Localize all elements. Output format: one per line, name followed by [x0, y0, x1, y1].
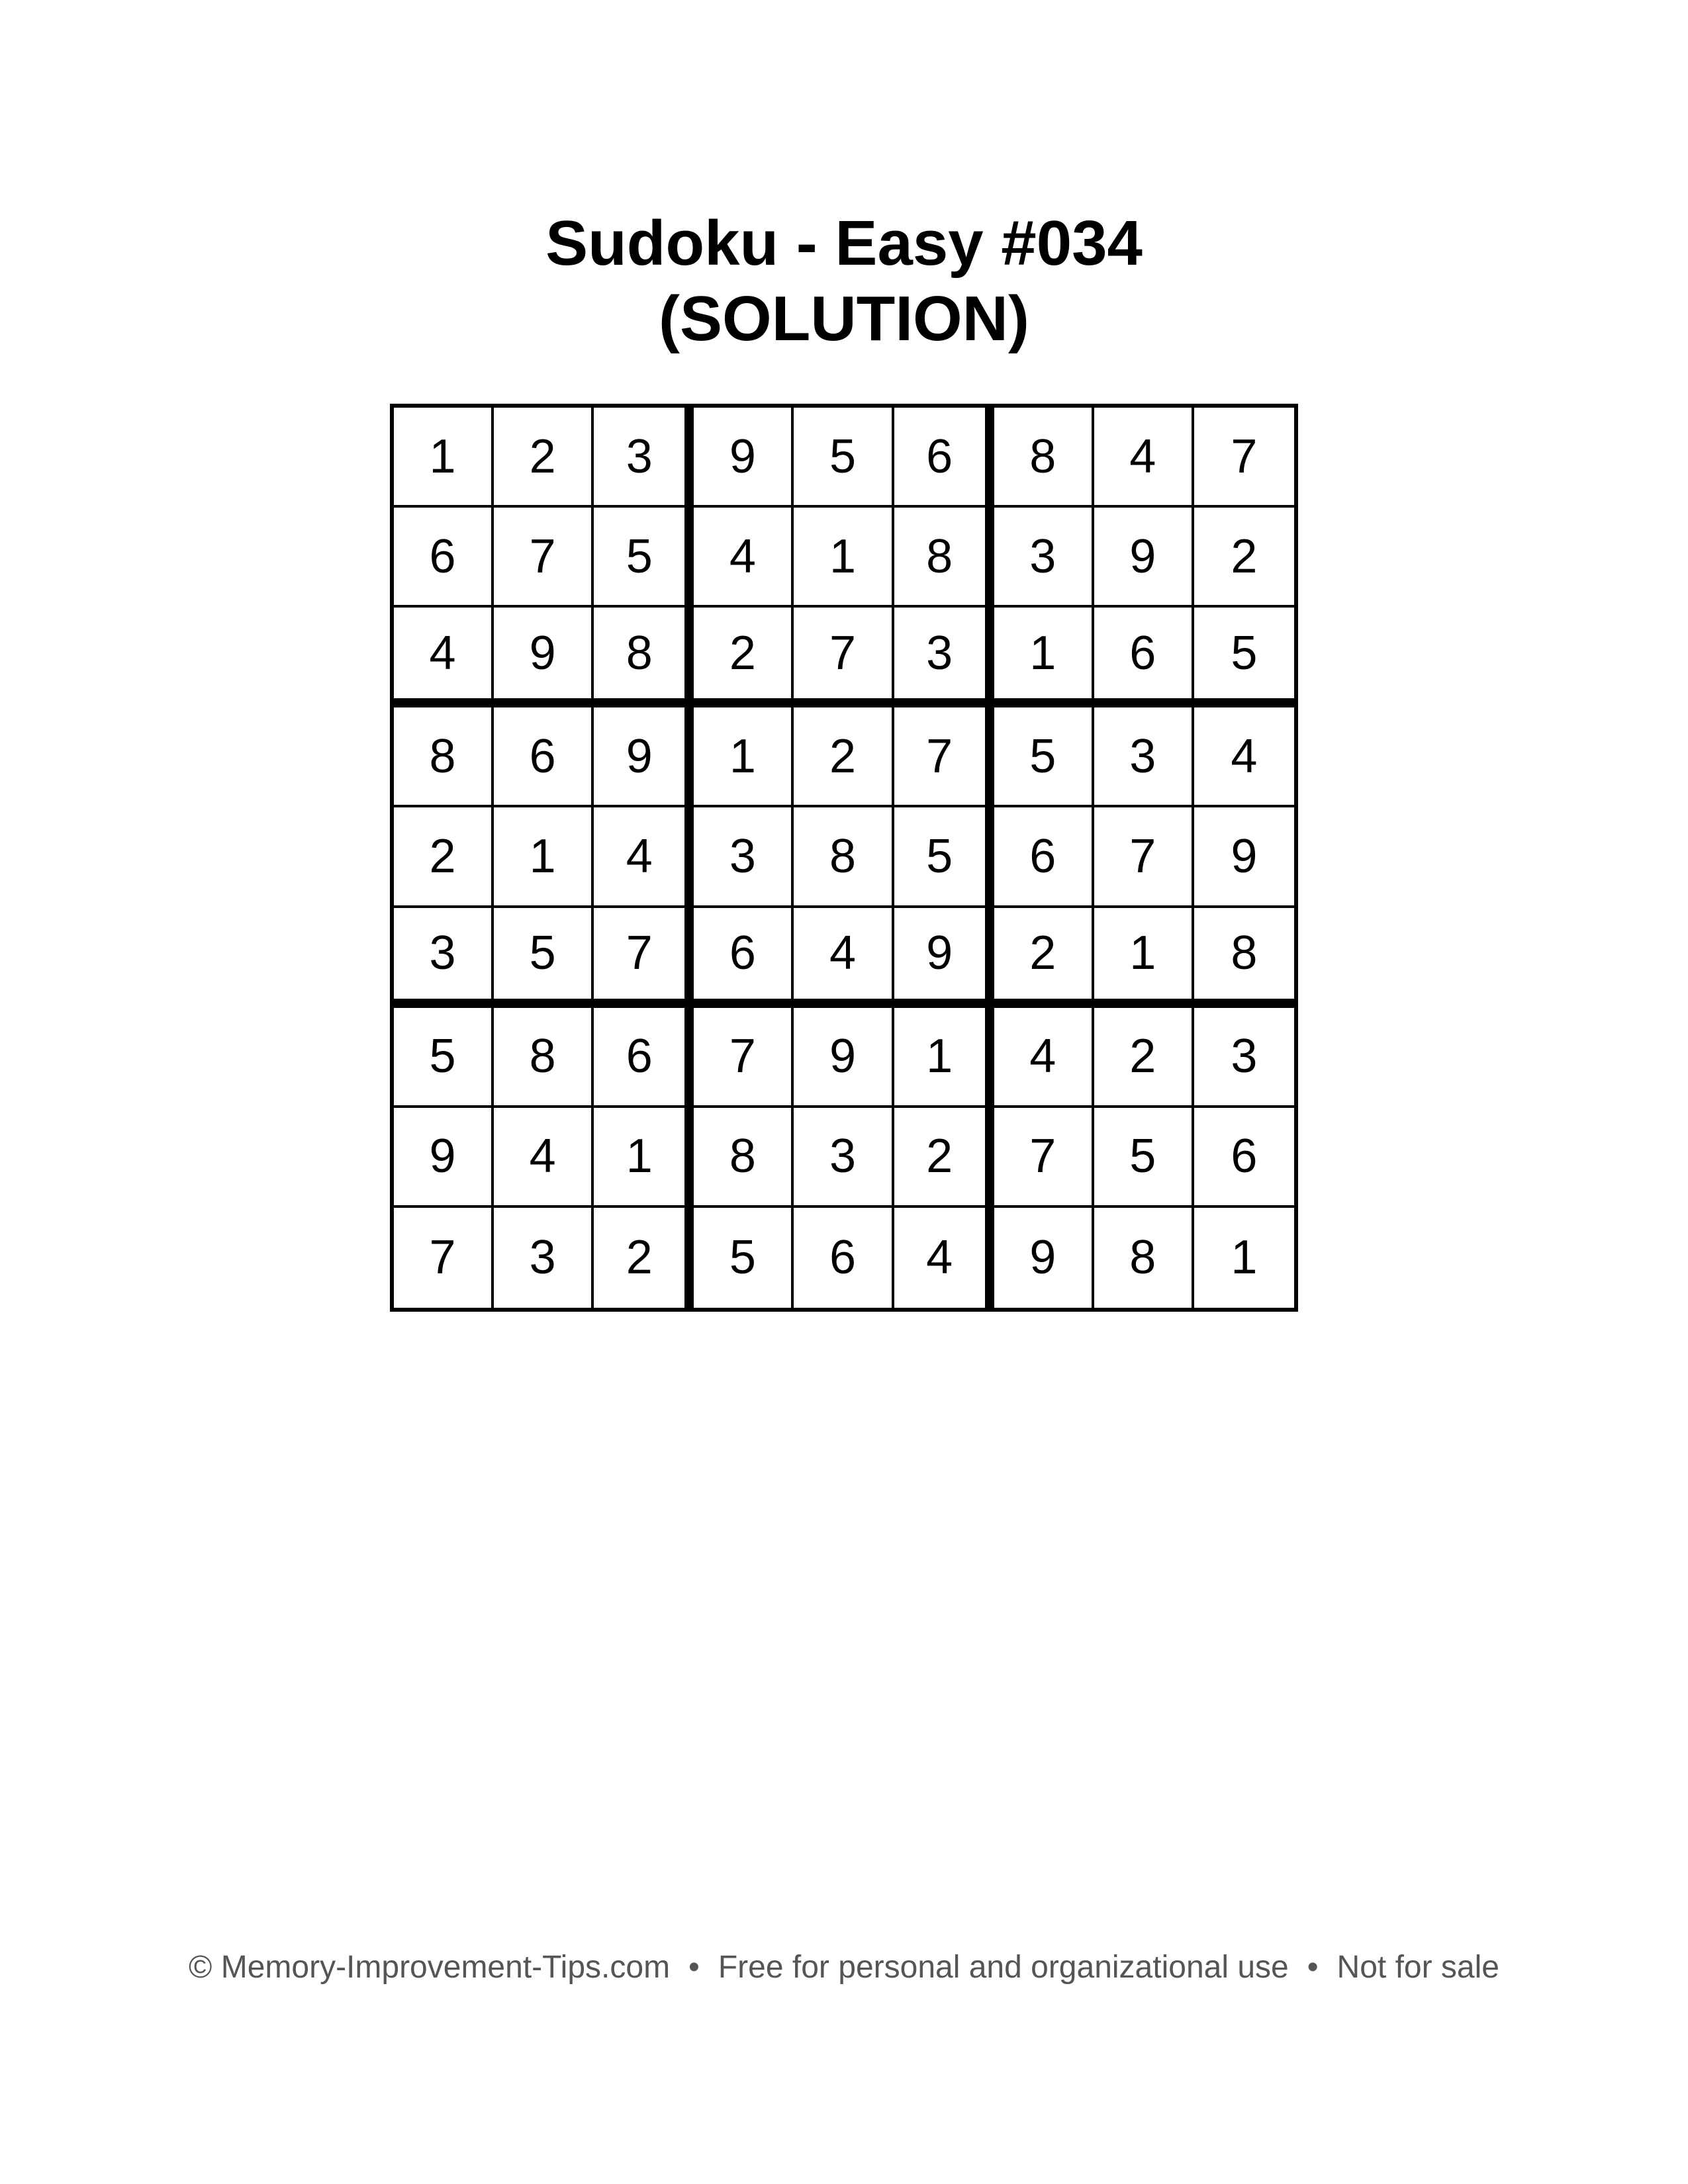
sudoku-cell: 1: [894, 1008, 994, 1108]
footer: [0, 1949, 1688, 1985]
sudoku-cell: 9: [694, 408, 794, 508]
sudoku-cell: 4: [894, 1208, 994, 1308]
sudoku-cell: 3: [894, 608, 994, 707]
sudoku-cell: 5: [894, 807, 994, 907]
sudoku-cell: 2: [1094, 1008, 1194, 1108]
sudoku-cell: 8: [1094, 1208, 1194, 1308]
sudoku-cell: 9: [394, 1108, 494, 1208]
sudoku-cell: 9: [994, 1208, 1094, 1308]
sudoku-cell: 6: [394, 508, 494, 608]
sudoku-cell: 7: [994, 1108, 1094, 1208]
sudoku-cell: 8: [1194, 908, 1294, 1008]
sudoku-cell: 8: [894, 508, 994, 608]
sudoku-cell: 3: [994, 508, 1094, 608]
sudoku-cell: 3: [594, 408, 694, 508]
sudoku-cell: 5: [994, 707, 1094, 807]
sudoku-cell: 1: [594, 1108, 694, 1208]
sudoku-cell: 3: [794, 1108, 894, 1208]
sudoku-cell: 3: [394, 908, 494, 1008]
footer-copyright: © Memory-Improvement-Tips.com: [189, 1950, 671, 1985]
sudoku-cell: 4: [994, 1008, 1094, 1108]
sudoku-cell: 6: [494, 707, 594, 807]
sudoku-cell: 3: [494, 1208, 594, 1308]
sudoku-cell: 8: [694, 1108, 794, 1208]
sudoku-cell: 4: [1094, 408, 1194, 508]
sudoku-cell: 4: [794, 908, 894, 1008]
sudoku-cell: 2: [994, 908, 1094, 1008]
sudoku-cell: 2: [894, 1108, 994, 1208]
sudoku-cell: 4: [394, 608, 494, 707]
sudoku-cell: 4: [694, 508, 794, 608]
sudoku-cell: 5: [1194, 608, 1294, 707]
sudoku-cell: 5: [694, 1208, 794, 1308]
sudoku-cell: 4: [494, 1108, 594, 1208]
sudoku-cell: 5: [794, 408, 894, 508]
sudoku-cell: 9: [1194, 807, 1294, 907]
sudoku-cell: 2: [494, 408, 594, 508]
sudoku-cell: 1: [1094, 908, 1194, 1008]
sudoku-cell: 8: [594, 608, 694, 707]
sudoku-cell: 5: [1094, 1108, 1194, 1208]
sudoku-cell: 7: [894, 707, 994, 807]
sudoku-grid: [390, 404, 1298, 1312]
sudoku-cell: 9: [894, 908, 994, 1008]
sudoku-cell: 1: [694, 707, 794, 807]
sudoku-cell: 2: [694, 608, 794, 707]
sudoku-cell: 9: [594, 707, 694, 807]
sudoku-cell: 7: [1094, 807, 1194, 907]
sudoku-cell: 1: [994, 608, 1094, 707]
footer-separator: •: [688, 1950, 700, 1985]
sudoku-cell: 3: [1094, 707, 1194, 807]
sudoku-cell: 6: [894, 408, 994, 508]
sudoku-cell: 1: [494, 807, 594, 907]
sudoku-cell: 7: [494, 508, 594, 608]
footer-usage: Free for personal and organizational use: [718, 1950, 1289, 1985]
sudoku-cell: 5: [494, 908, 594, 1008]
sudoku-cell: 7: [794, 608, 894, 707]
sudoku-cell: 4: [594, 807, 694, 907]
sudoku-cell: 1: [794, 508, 894, 608]
sudoku-cell: 7: [1194, 408, 1294, 508]
sudoku-cell: 7: [594, 908, 694, 1008]
sudoku-cell: 5: [594, 508, 694, 608]
sudoku-cell: 8: [494, 1008, 594, 1108]
sudoku-cell: 4: [1194, 707, 1294, 807]
sudoku-cell: 8: [394, 707, 494, 807]
footer-sale: Not for sale: [1336, 1950, 1499, 1985]
sudoku-cell: 6: [1094, 608, 1194, 707]
sudoku-cell: 2: [594, 1208, 694, 1308]
sudoku-cell: 9: [1094, 508, 1194, 608]
sudoku-cell: 7: [394, 1208, 494, 1308]
sudoku-cell: 3: [1194, 1008, 1294, 1108]
sudoku-cell: 7: [694, 1008, 794, 1108]
sudoku-cell: 2: [794, 707, 894, 807]
sudoku-cell: 9: [494, 608, 594, 707]
footer-separator: •: [1307, 1950, 1319, 1985]
sudoku-cell: 8: [994, 408, 1094, 508]
sudoku-cell: 9: [794, 1008, 894, 1108]
sudoku-cell: 1: [394, 408, 494, 508]
sudoku-cell: 8: [794, 807, 894, 907]
sudoku-cell: 6: [694, 908, 794, 1008]
sudoku-cell: 6: [994, 807, 1094, 907]
page-title: Sudoku - Easy #034: [545, 208, 1143, 279]
sudoku-cell: 2: [1194, 508, 1294, 608]
sudoku-cell: 1: [1231, 1231, 1258, 1285]
sudoku-cell: 2: [394, 807, 494, 907]
sudoku-cell: 5: [394, 1008, 494, 1108]
sudoku-cell: 6: [794, 1208, 894, 1308]
page-subtitle: (SOLUTION): [659, 283, 1029, 354]
sudoku-cell: 3: [694, 807, 794, 907]
sudoku-cell: 6: [1194, 1108, 1294, 1208]
sudoku-cell: 6: [594, 1008, 694, 1108]
